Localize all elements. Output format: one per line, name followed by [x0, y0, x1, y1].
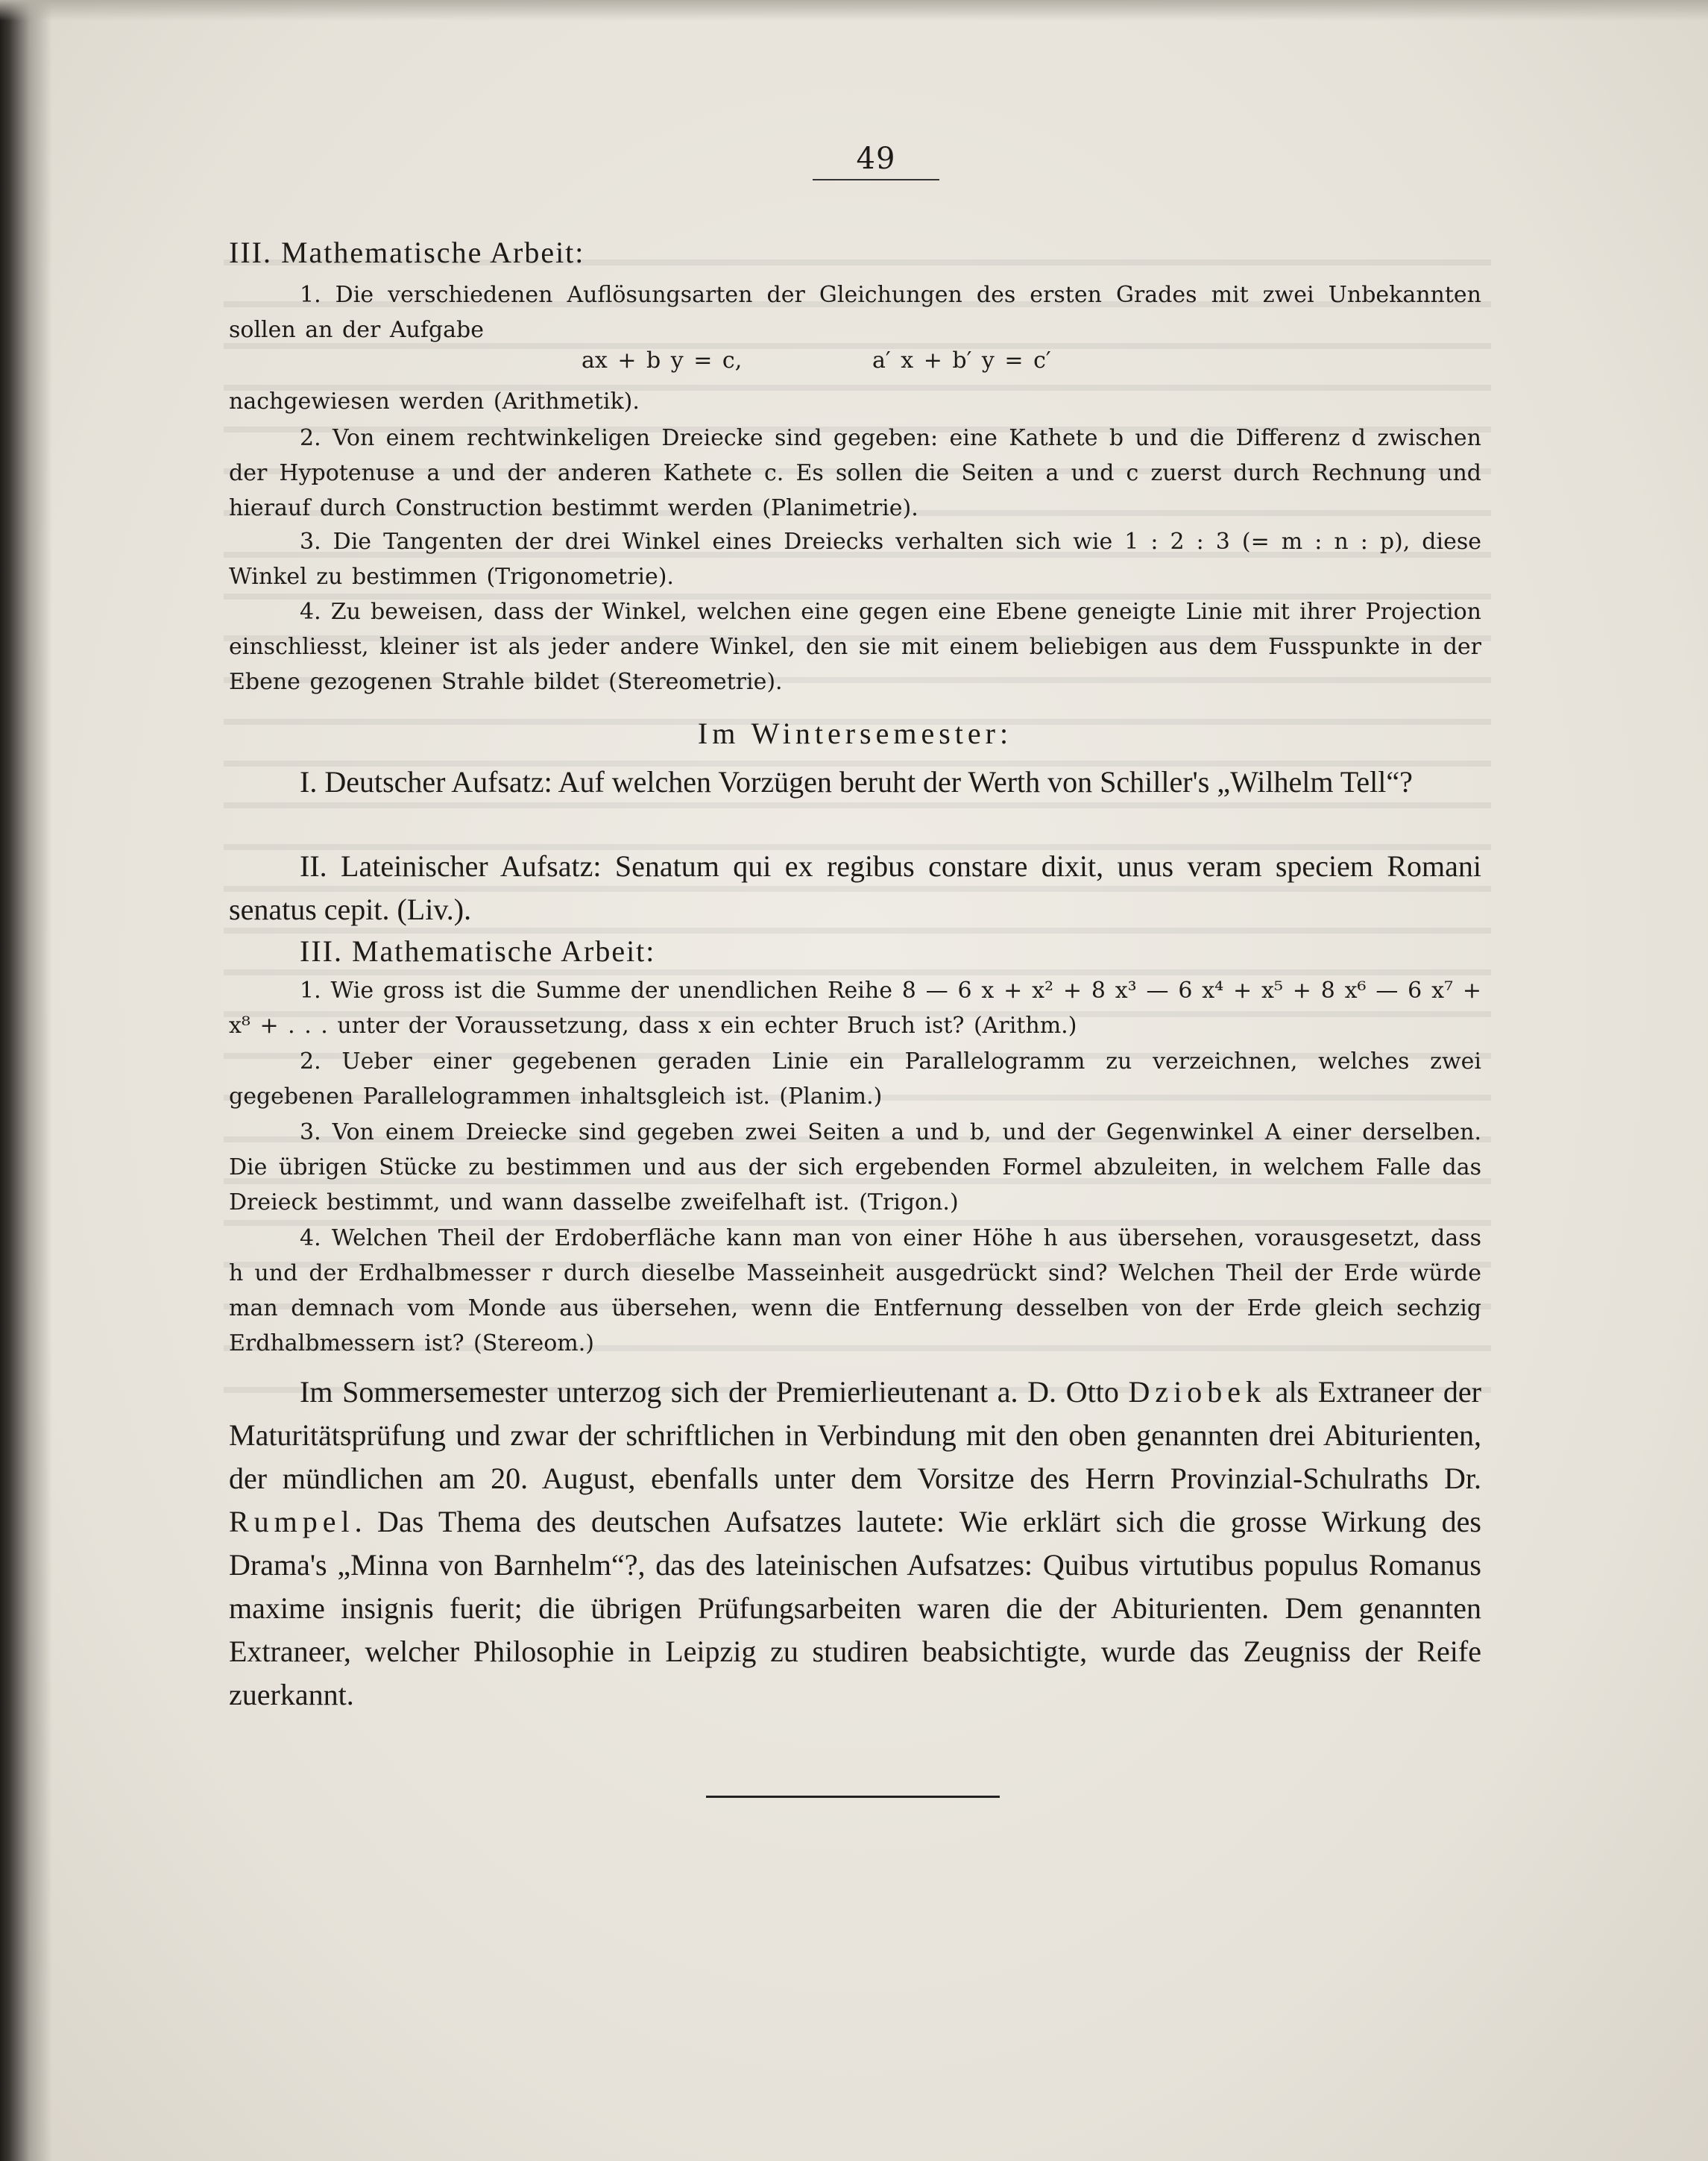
closing-paragraph	[229, 1371, 1481, 1717]
name-dziobek: Dziobek	[1128, 1375, 1267, 1409]
summer-task-3: 3. Die Tangenten der drei Winkel eines Dreiecks verhalten sich wie 1 : 2 : 3 (= m : n : p), diese Winkel zu bestimmen (Trigonometrie).	[229, 529, 1481, 590]
scan-binding-shadow	[0, 0, 52, 2161]
summer-task-1-tail: nachgewiesen werden (Arithmetik).	[229, 389, 640, 415]
page-number: 49	[813, 142, 939, 180]
summer-task-2: 2. Von einem rechtwinkeligen Dreiecke sind gegeben: eine Kathete b und die Differenz d zwischen der Hypotenuse a und der anderen Kathete c. Es sollen die Seiten a und c zuerst durch Rechnung und hierauf durch Construction bestimmt werden (Planimetrie).	[229, 425, 1481, 521]
closing-text-1: Im Sommersemester unterzog sich der Premierlieutenant a. D. Otto	[300, 1375, 1129, 1409]
equation-2: a′ x + b′ y = c′	[872, 347, 1051, 374]
winter-task-1: 1. Wie gross ist die Summe der unendlichen Reihe 8 — 6 x + x² + 8 x³ — 6 x⁴ + x⁵ + 8 x⁶ — 6 x⁷ + x⁸ + . . . unter der Voraussetzung, dass x ein echter Bruch ist? (Arithm.)	[229, 978, 1481, 1039]
summer-task-4: 4. Zu beweisen, dass der Winkel, welchen eine gegen eine Ebene geneigte Linie mit ihrer Projection einschliesst, kleiner ist als jeder andere Winkel, den sie mit einem beliebigen aus dem Fusspunkte in der Ebene gezogenen Strahle bildet (Stereometrie).	[229, 599, 1481, 695]
name-rumpel: Rumpel	[229, 1505, 355, 1538]
winter-task-2: 2. Ueber einer gegebenen geraden Linie ein Parallelogramm zu verzeichnen, welches zwei gegebenen Parallelogrammen inhaltsgleich ist. (Planim.)	[229, 1048, 1481, 1110]
equation-1: ax + b y = c,	[582, 347, 743, 374]
math-heading-winter: III. Mathematische Arbeit:	[300, 934, 656, 968]
closing-text-3: . Das Thema des deutschen Aufsatzes lautete: Wie erklärt sich die grosse Wirkung des Drama's „Minna von Barnhelm“?, das des lateinischen Aufsatzes: Quibus virtutibus populus Romanus maxime insignis fuerit; die übrigen Prüfungsarbeiten waren die der Abiturienten. Dem genannten Extraneer, welcher Philosophie in Leipzig zu studiren beabsichtigte, wurde das Zeugniss der Reife zuerkannt.	[229, 1505, 1481, 1711]
winter-task-4: 4. Welchen Theil der Erdoberfläche kann man von einer Höhe h aus übersehen, vorausgesetzt, dass h und der Erdhalbmesser r durch dieselbe Masseinheit ausgedrückt sind? Welchen Theil der Erde würde man demnach vom Monde aus übersehen, wenn die Entfernung desselben von der Erde gleich sechzig Erdhalbmessern ist? (Stereom.)	[229, 1225, 1481, 1356]
winter-task-3: 3. Von einem Dreiecke sind gegeben zwei Seiten a und b, und der Gegenwinkel A einer derselben. Die übrigen Stücke zu bestimmen und aus der sich ergebenden Formel abzuleiten, in welchem Falle das Dreieck bestimmt, und wann dasselbe zweifelhaft ist. (Trigon.)	[229, 1119, 1481, 1215]
closing-text-2: als Extraneer der Maturitätsprüfung und zwar der schriftlichen in Verbindung mit den oben genannten drei Abiturienten, der mündlichen am 20. August, ebenfalls unter dem Vorsitze des Herrn Provinzial-Schulraths Dr.	[229, 1375, 1481, 1495]
scan-top-shadow	[0, 0, 1708, 21]
math-heading-summer: III. Mathematische Arbeit:	[229, 236, 585, 269]
summer-task-1: 1. Die verschiedenen Auflösungsarten der Gleichungen des ersten Grades mit zwei Unbekannten sollen an der Aufgabe	[229, 282, 1481, 343]
winter-heading: Im Wintersemester:	[697, 717, 1013, 750]
german-essay: I. Deutscher Aufsatz: Auf welchen Vorzügen beruht der Werth von Schiller's „Wilhelm Tell“?	[300, 765, 1413, 799]
latin-essay: II. Lateinischer Aufsatz: Senatum qui ex regibus constare dixit, unus veram speciem Romani senatus cepit. (Liv.).	[229, 849, 1481, 926]
section-end-rule	[706, 1796, 1000, 1798]
